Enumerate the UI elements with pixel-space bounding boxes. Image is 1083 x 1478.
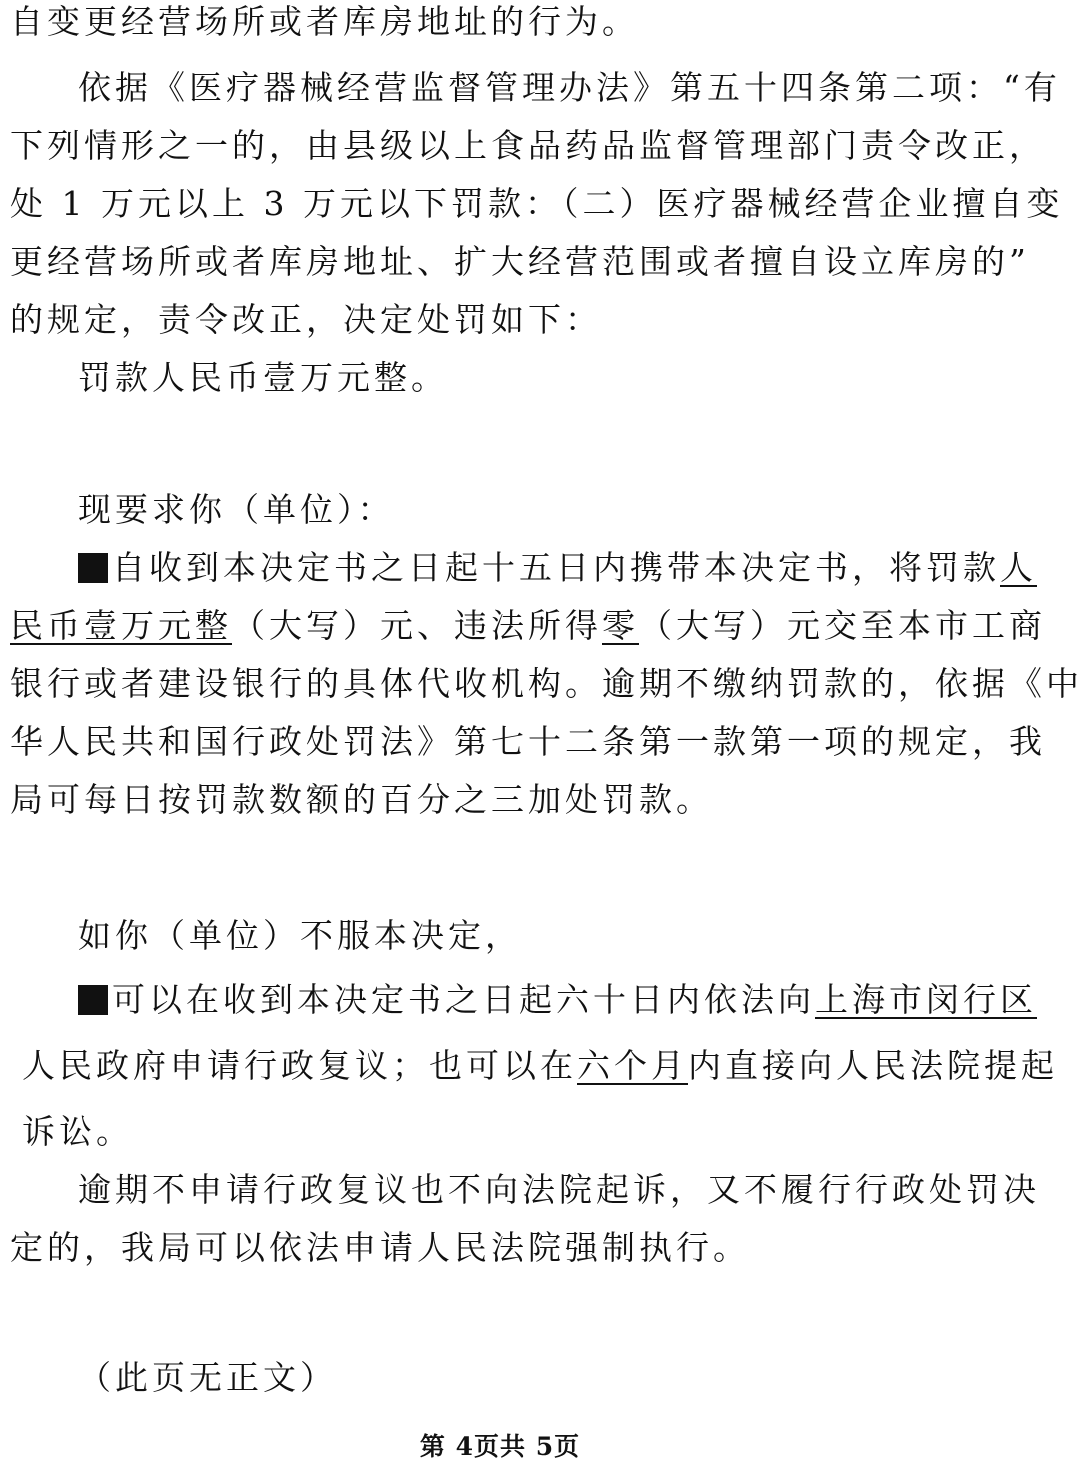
paragraph-line: 诉讼。 <box>22 1112 133 1151</box>
text-run: 可以在收到本决定书之日起六十日内依法向 <box>112 980 815 1019</box>
paragraph-line: 局可每日按罚款数额的百分之三加处罚款。 <box>10 780 713 819</box>
penalty-line: 罚款人民币壹万元整。 <box>78 358 448 397</box>
underlined-text: 六个月 <box>577 1046 688 1085</box>
page-number: 第 4页共 5页 <box>419 1432 581 1461</box>
text-run: 人民政府申请行政复议；也可以在 <box>22 1046 577 1085</box>
text-run: （大写）元、违法所得 <box>232 606 602 645</box>
paragraph-line: 银行或者建设银行的具体代收机构。逾期不缴纳罚款的，依据《中 <box>10 664 1083 703</box>
paragraph-line <box>78 546 1037 590</box>
paragraph-line: 下列情形之一的，由县级以上食品药品监督管理部门责令改正， <box>10 126 1046 165</box>
no-body-note: （此页无正文） <box>78 1358 337 1397</box>
text-run: 自收到本决定书之日起十五日内携带本决定书，将罚款 <box>112 548 1000 587</box>
paragraph-line <box>10 604 1046 648</box>
paragraph-line: 依据《医疗器械经营监督管理办法》第五十四条第二项：“有 <box>78 68 1061 107</box>
text-run: （大写）元交至本市工商 <box>639 606 1046 645</box>
paragraph-line: 现要求你（单位）： <box>78 490 395 529</box>
black-square-icon <box>78 553 108 583</box>
paragraph-line <box>22 1044 1058 1088</box>
underlined-text: 零 <box>602 606 639 645</box>
paragraph-line: 处 1 万元以上 3 万元以下罚款：（二）医疗器械经营企业擅自变 <box>10 184 1064 223</box>
paragraph-line: 自变更经营场所或者库房地址的行为。 <box>10 2 639 41</box>
paragraph-line: 华人民共和国行政处罚法》第七十二条第一款第一项的规定，我 <box>10 722 1046 761</box>
paragraph-line: 如你（单位）不服本决定， <box>78 916 522 955</box>
underlined-text: 民币壹万元整 <box>10 606 232 645</box>
paragraph-line: 的规定，责令改正，决定处罚如下： <box>10 300 602 339</box>
black-square-icon <box>78 985 108 1015</box>
underlined-text: 上海市闵行区 <box>815 980 1037 1019</box>
paragraph-line: 逾期不申请行政复议也不向法院起诉，又不履行行政处罚决 <box>78 1170 1040 1209</box>
underlined-text: 人 <box>1000 548 1037 587</box>
paragraph-line: 更经营场所或者库房地址、扩大经营范围或者擅自设立库房的” <box>10 242 1030 281</box>
paragraph-line: 定的，我局可以依法申请人民法院强制执行。 <box>10 1228 750 1267</box>
paragraph-line <box>78 978 1037 1022</box>
text-run: 内直接向人民法院提起 <box>688 1046 1058 1085</box>
